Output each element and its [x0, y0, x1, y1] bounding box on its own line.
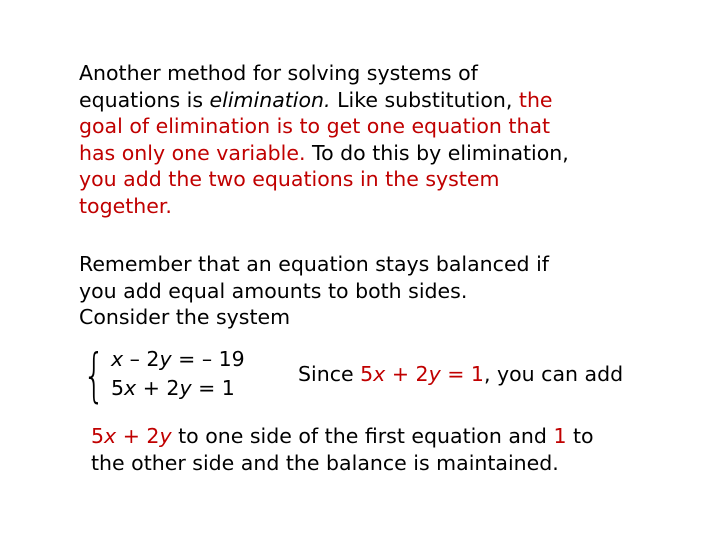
p1-l2-red: the — [518, 87, 553, 112]
p3-text-a: to one side of the first equation and — [171, 424, 554, 448]
eq2-mid: + 2 — [136, 376, 180, 400]
eq1-var-y: y — [159, 347, 172, 371]
p1-l4-text: To do this by elimination, — [305, 140, 569, 165]
since-red-x: x — [373, 362, 386, 386]
p3-red-y: y — [159, 424, 172, 448]
since-red-end: = 1 — [440, 362, 484, 386]
since-text-a: Since — [298, 362, 361, 386]
since-statement — [298, 361, 623, 387]
paragraph-elimination-intro — [79, 60, 569, 219]
equation-2 — [111, 375, 235, 401]
eq2-end: = 1 — [191, 376, 235, 400]
since-red-mid: + 2 — [385, 362, 429, 386]
p3-red-coef: 5 — [91, 424, 105, 448]
since-text-b: , you can add — [483, 362, 624, 386]
p1-line-2 — [79, 87, 569, 114]
eq1-end: = – 19 — [171, 347, 245, 371]
eq1-mid: – 2 — [123, 347, 160, 371]
p1-line-4 — [79, 140, 569, 167]
p1-l2-text-b: Like substitution, — [330, 87, 519, 112]
equation-1 — [111, 346, 245, 372]
paragraph-balance — [79, 251, 549, 331]
eq1-var-x: x — [111, 347, 124, 371]
p3-red-one: 1 — [553, 424, 567, 448]
p1-l2-text: equations is — [79, 87, 210, 112]
p1-line-5: you add the two equations in the system — [79, 167, 500, 191]
p2-line-2: you add equal amounts to both sides. — [79, 278, 468, 303]
eq2-var-y: y — [179, 376, 192, 400]
p3-red-mid: + 2 — [116, 424, 160, 448]
p1-line-1: Another method for solving systems of — [79, 61, 478, 85]
since-red-y: y — [428, 362, 441, 386]
p1-line-6: together. — [79, 193, 172, 218]
p3-line-1 — [91, 423, 594, 450]
p2-line-3: Consider the system — [79, 305, 291, 329]
p3-line-2: the other side and the balance is maintained. — [91, 450, 559, 475]
p1-l2-italic: elimination. — [209, 87, 331, 112]
p1-l4-red: has only one variable. — [79, 140, 306, 165]
p1-line-3: goal of elimination is to get one equation that — [79, 114, 551, 138]
p3-text-b: to — [566, 424, 594, 448]
eq2-var-x: x — [124, 376, 137, 400]
eq2-coef: 5 — [111, 376, 125, 400]
since-red-coef: 5 — [360, 362, 374, 386]
p2-line-1: Remember that an equation stays balanced if — [79, 252, 549, 276]
p3-red-x: x — [104, 424, 117, 448]
system-brace: { — [83, 341, 106, 409]
paragraph-conclusion — [91, 423, 594, 476]
